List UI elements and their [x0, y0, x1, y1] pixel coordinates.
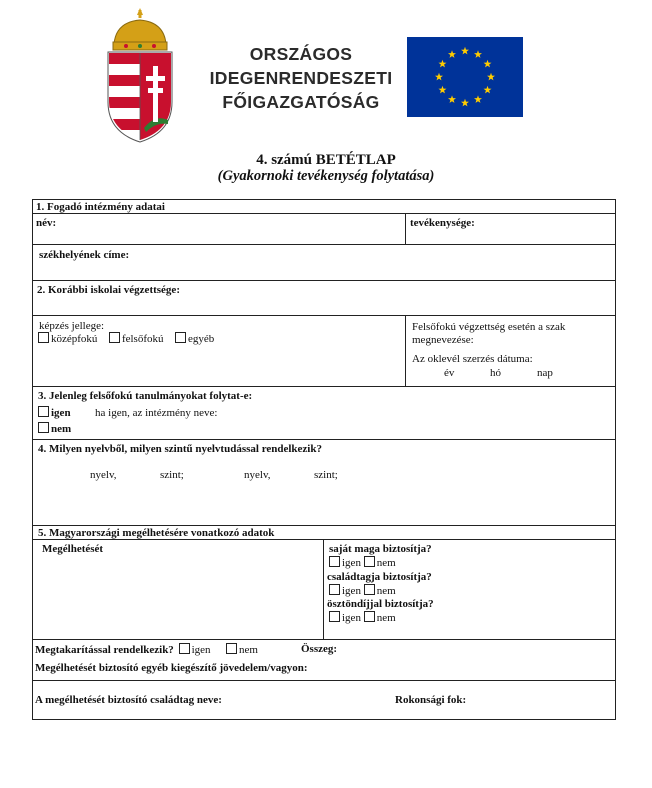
other-income-label: Megélhetését biztosító egyéb kiegészítő jövedelem/vagyon: — [35, 662, 308, 674]
studies-no-checkbox[interactable] — [38, 422, 49, 433]
scholarship-yes-label: igen — [342, 612, 361, 624]
page-title: 4. számú BETÉTLAP — [256, 152, 396, 168]
family-no-checkbox[interactable] — [364, 584, 375, 595]
studies-yes-checkbox[interactable] — [38, 406, 49, 417]
agency-line-3: FŐIGAZGATÓSÁG — [222, 92, 380, 112]
date-day-label: nap — [537, 367, 553, 379]
date-year-label: év — [444, 367, 455, 379]
other-option-label: egyéb — [187, 333, 215, 345]
studies-no-row — [38, 422, 71, 436]
form-table — [32, 199, 616, 720]
host-address-label: székhelyének címe: — [39, 249, 130, 261]
higher-ed-note-line1: Felsőfokú végzettség esetén a szak — [412, 321, 566, 333]
studies-yes-label: igen — [51, 407, 71, 419]
self-yes-checkbox[interactable] — [329, 556, 340, 567]
training-type-options — [38, 332, 214, 346]
family-yes-checkbox[interactable] — [329, 584, 340, 595]
scholarship-label: ösztöndíjjal biztosítja? — [327, 598, 434, 610]
agency-line-1: ORSZÁGOS — [249, 44, 353, 64]
secondary-option-label: középfokú — [51, 333, 98, 345]
scholarship-no-label: nem — [376, 612, 396, 624]
savings-yes-checkbox[interactable] — [179, 643, 190, 654]
studies-yes-row — [38, 406, 71, 420]
self-support-label: saját maga biztosítja? — [329, 543, 432, 555]
level-1-label: szint; — [160, 469, 184, 481]
scholarship-no-checkbox[interactable] — [364, 611, 375, 622]
agency-line-2: IDEGENRENDESZETI — [209, 68, 393, 88]
section1-heading: 1. Fogadó intézmény adatai — [36, 201, 165, 213]
family-support-label: családtagja biztosítja? — [327, 571, 432, 583]
savings-label: Megtakarítással rendelkezik? — [35, 644, 174, 656]
section5-heading: 5. Magyarországi megélhetésére vonatkozó adatok — [38, 527, 275, 539]
host-activity-label: tevékenysége: — [410, 217, 475, 229]
scholarship-options — [329, 611, 396, 625]
self-support-options — [329, 556, 396, 570]
family-support-options — [329, 584, 396, 598]
self-no-label: nem — [376, 557, 396, 569]
section4-heading: 4. Milyen nyelvből, milyen szintű nyelvtudással rendelkezik? — [38, 443, 322, 455]
self-yes-label: igen — [342, 557, 361, 569]
language-1-label: nyelv, — [90, 469, 117, 481]
studies-no-label: nem — [51, 423, 72, 435]
secondary-checkbox[interactable] — [38, 332, 49, 343]
livelihood-label: Megélhetését — [42, 543, 104, 555]
level-2-label: szint; — [314, 469, 338, 481]
host-name-label: név: — [36, 217, 57, 229]
section3-heading: 3. Jelenleg felsőfokú tanulmányokat folytat-e: — [38, 390, 253, 402]
diploma-date-label: Az oklevél szerzés dátuma: — [412, 353, 533, 365]
section2-heading: 2. Korábbi iskolai végzettsége: — [37, 284, 180, 296]
family-no-label: nem — [376, 585, 396, 597]
language-2-label: nyelv, — [244, 469, 271, 481]
institution-name-label: ha igen, az intézmény neve: — [95, 407, 218, 419]
family-member-name-label: A megélhetését biztosító családtag neve: — [35, 694, 222, 706]
amount-label: Összeg: — [301, 643, 338, 655]
page-subtitle: (Gyakornoki tevékenység folytatása) — [217, 168, 435, 184]
relationship-label: Rokonsági fok: — [395, 694, 467, 706]
date-month-label: hó — [490, 367, 501, 379]
savings-row — [35, 643, 258, 657]
savings-yes-label: igen — [191, 644, 211, 656]
savings-no-label: nem — [239, 644, 258, 656]
scholarship-yes-checkbox[interactable] — [329, 611, 340, 622]
self-no-checkbox[interactable] — [364, 556, 375, 567]
training-type-label: képzés jellege: — [39, 320, 105, 332]
higher-ed-checkbox[interactable] — [109, 332, 120, 343]
family-yes-label: igen — [342, 585, 361, 597]
eu-flag-icon — [407, 37, 523, 117]
agency-name — [203, 42, 399, 114]
higher-ed-note-line2: megnevezése: — [412, 334, 474, 346]
higher-ed-option-label: felsőfokú — [121, 333, 164, 345]
savings-no-checkbox[interactable] — [226, 643, 237, 654]
hungarian-coat-of-arms-icon — [104, 6, 176, 144]
other-checkbox[interactable] — [175, 332, 186, 343]
